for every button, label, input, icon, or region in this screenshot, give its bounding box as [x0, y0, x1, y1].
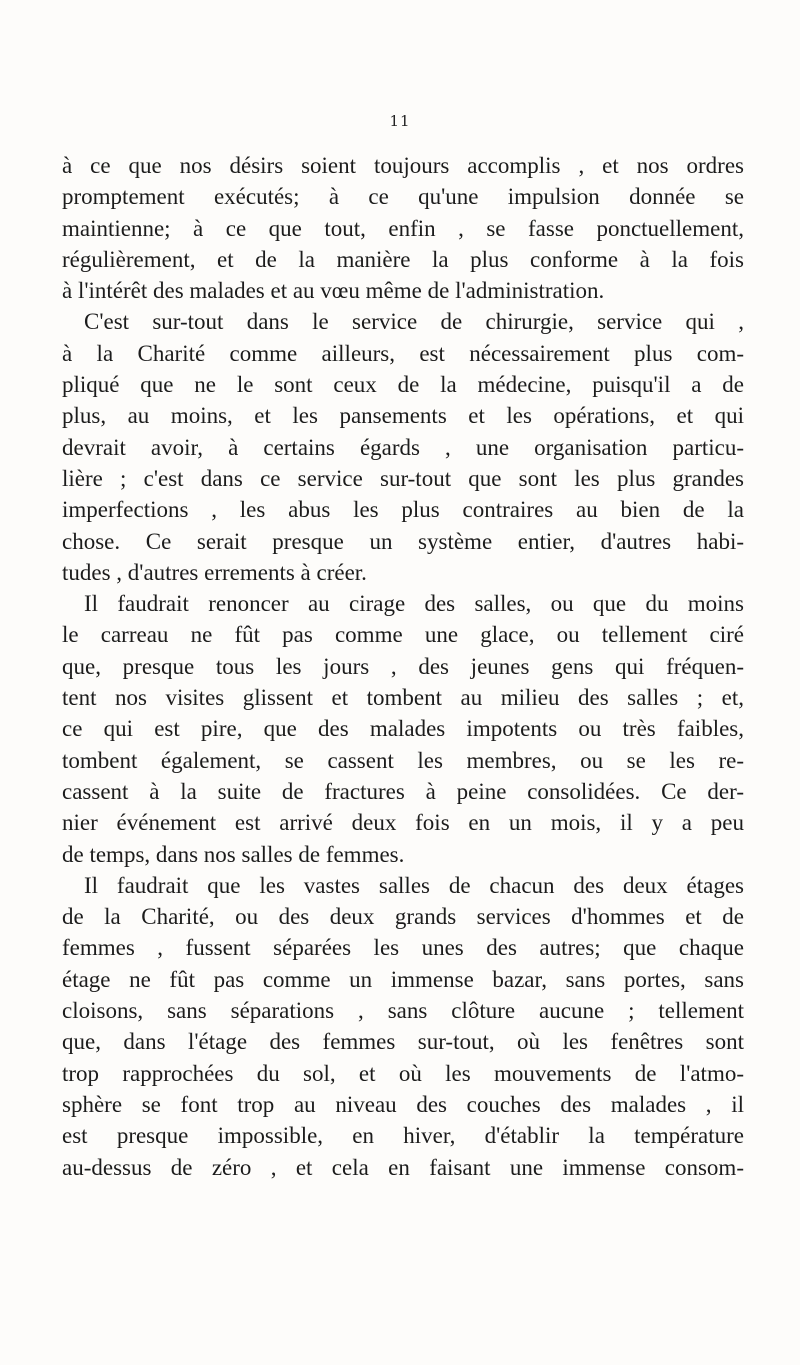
text-line: plus, au moins, et les pansements et les opérations, et qui [62, 403, 744, 429]
text-line: cloisons, sans séparations , sans clôture aucune ; tellement [62, 998, 744, 1024]
text-line: femmes , fussent séparées les unes des autres; que chaque [62, 935, 744, 961]
text-line: Il faudrait renoncer au cirage des salles, ou que du moins [84, 591, 744, 617]
text-line: cassent à la suite de fractures à peine consolidées. Ce der- [62, 778, 744, 804]
text-line: maintienne; à ce que tout, enfin , se fasse ponctuellement, [62, 215, 744, 241]
page-number: 11 [389, 112, 411, 130]
text-line: Il faudrait que les vastes salles de chacun des deux étages [84, 872, 744, 898]
text-line: lière ; c'est dans ce service sur-tout que sont les plus grandes [62, 465, 744, 491]
text-line: ce qui est pire, que des malades impotents ou très faibles, [62, 716, 744, 742]
text-line: au-dessus de zéro , et cela en faisant une immense consom- [62, 1154, 744, 1180]
text-line: devrait avoir, à certains égards , une organisation particu- [62, 434, 744, 460]
text-line: imperfections , les abus les plus contraires au bien de la [62, 497, 744, 523]
text-line: à la Charité comme ailleurs, est nécessairement plus com- [62, 340, 744, 366]
body-text [62, 150, 744, 1183]
text-line: trop rapprochées du sol, et où les mouvements de l'atmo- [62, 1060, 744, 1086]
text-line: nier événement est arrivé deux fois en un mois, il y a peu [62, 810, 744, 836]
text-line: à ce que nos désirs soient toujours accomplis , et nos ordres [62, 153, 744, 178]
text-line: tent nos visites glissent et tombent au milieu des salles ; et, [62, 685, 744, 711]
text-line: à l'intérêt des malades et au vœu même de l'administration. [62, 278, 605, 304]
text-line: étage ne fût pas comme un immense bazar, sans portes, sans [62, 966, 744, 992]
text-line: tombent également, se cassent les membres, ou se les re- [62, 747, 744, 773]
text-line: le carreau ne fût pas comme une glace, ou tellement ciré [62, 622, 744, 648]
text-line: pliqué que ne le sont ceux de la médecine, puisqu'il a de [62, 372, 744, 398]
text-line: de temps, dans nos salles de femmes. [62, 841, 405, 867]
text-line: promptement exécutés; à ce qu'une impulsion donnée se [62, 184, 744, 210]
text-line: tudes , d'autres errements à créer. [62, 559, 367, 585]
text-line: chose. Ce serait presque un système entier, d'autres habi- [62, 528, 744, 554]
text-line: que, presque tous les jours , des jeunes gens qui fréquen- [62, 653, 744, 679]
text-line: sphère se font trop au niveau des couches des malades , il [62, 1091, 744, 1117]
text-line: que, dans l'étage des femmes sur-tout, où les fenêtres sont [62, 1029, 744, 1055]
text-line: de la Charité, ou des deux grands services d'hommes et de [62, 904, 744, 930]
text-line: C'est sur-tout dans le service de chirurgie, service qui , [84, 309, 744, 335]
text-line: est presque impossible, en hiver, d'établir la température [62, 1123, 744, 1149]
text-line: régulièrement, et de la manière la plus conforme à la fois [62, 246, 744, 272]
